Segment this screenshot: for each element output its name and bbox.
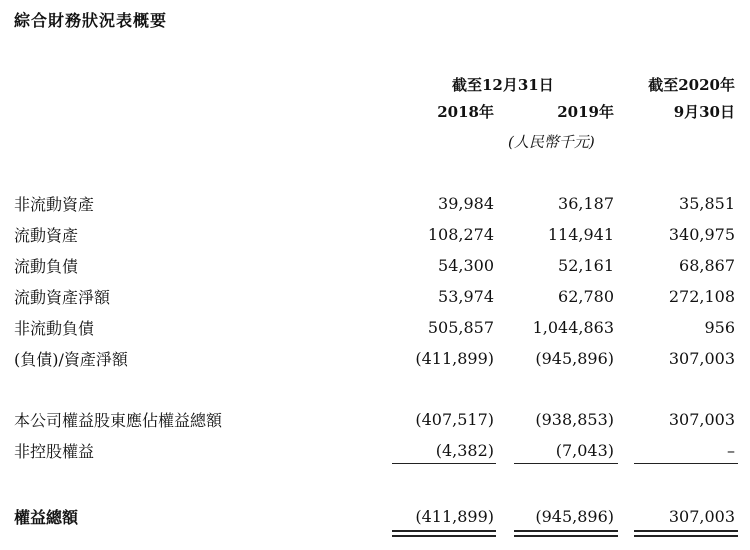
cell-2018: (411,899)	[415, 507, 494, 526]
cell-2018: (4,382)	[435, 441, 494, 460]
cell-2019: (938,853)	[535, 410, 614, 429]
document-title: 綜合財務狀況表概要	[14, 11, 168, 30]
cell-2018: (407,517)	[415, 410, 494, 429]
row-label-total: 權益總額	[14, 508, 79, 527]
cell-2018: 54,300	[438, 256, 494, 275]
cell-2020: 307,003	[668, 410, 735, 429]
total-double-rule	[634, 530, 738, 532]
total-double-rule	[514, 535, 618, 537]
total-double-rule	[392, 535, 496, 537]
row-label: 非流動負債	[14, 319, 95, 338]
unit-label: (人民幣千元)	[508, 133, 595, 151]
header-2020-bottom: 9月30日	[673, 103, 735, 121]
cell-2020: 35,851	[679, 194, 735, 213]
header-2020-top: 截至2020年	[648, 76, 735, 94]
cell-2018: 53,974	[438, 287, 494, 306]
cell-2018: (411,899)	[415, 349, 494, 368]
cell-2018: 108,274	[427, 225, 494, 244]
subtotal-rule	[392, 463, 496, 464]
cell-2019: 36,187	[558, 194, 614, 213]
cell-2020: 272,108	[668, 287, 735, 306]
cell-2020: 68,867	[679, 256, 735, 275]
header-group-label: 截至12月31日	[452, 76, 554, 94]
cell-2020: 307,003	[668, 349, 735, 368]
row-label: 非流動資產	[14, 195, 95, 214]
cell-2019: (945,896)	[535, 349, 614, 368]
row-label: 非控股權益	[14, 442, 95, 461]
total-double-rule	[514, 530, 618, 532]
row-label: 流動資產淨額	[14, 288, 111, 307]
cell-2019: 114,941	[547, 225, 614, 244]
row-label: 流動負債	[14, 257, 79, 276]
cell-2018: 505,857	[427, 318, 494, 337]
row-label: 流動資產	[14, 226, 79, 245]
header-2018: 2018年	[437, 103, 494, 121]
cell-2020: 307,003	[668, 507, 735, 526]
cell-2020: –	[727, 441, 735, 460]
row-label: 本公司權益股東應佔權益總額	[14, 411, 223, 430]
cell-2018: 39,984	[438, 194, 494, 213]
subtotal-rule	[634, 463, 738, 464]
cell-2019: 1,044,863	[532, 318, 614, 337]
subtotal-rule	[514, 463, 618, 464]
total-double-rule	[634, 535, 738, 537]
cell-2019: (7,043)	[555, 441, 614, 460]
cell-2020: 956	[704, 318, 735, 337]
total-double-rule	[392, 530, 496, 532]
cell-2019: 52,161	[558, 256, 614, 275]
cell-2019: 62,780	[558, 287, 614, 306]
header-2019: 2019年	[557, 103, 614, 121]
cell-2020: 340,975	[668, 225, 735, 244]
cell-2019: (945,896)	[535, 507, 614, 526]
row-label: (負債)/資產淨額	[14, 350, 128, 369]
